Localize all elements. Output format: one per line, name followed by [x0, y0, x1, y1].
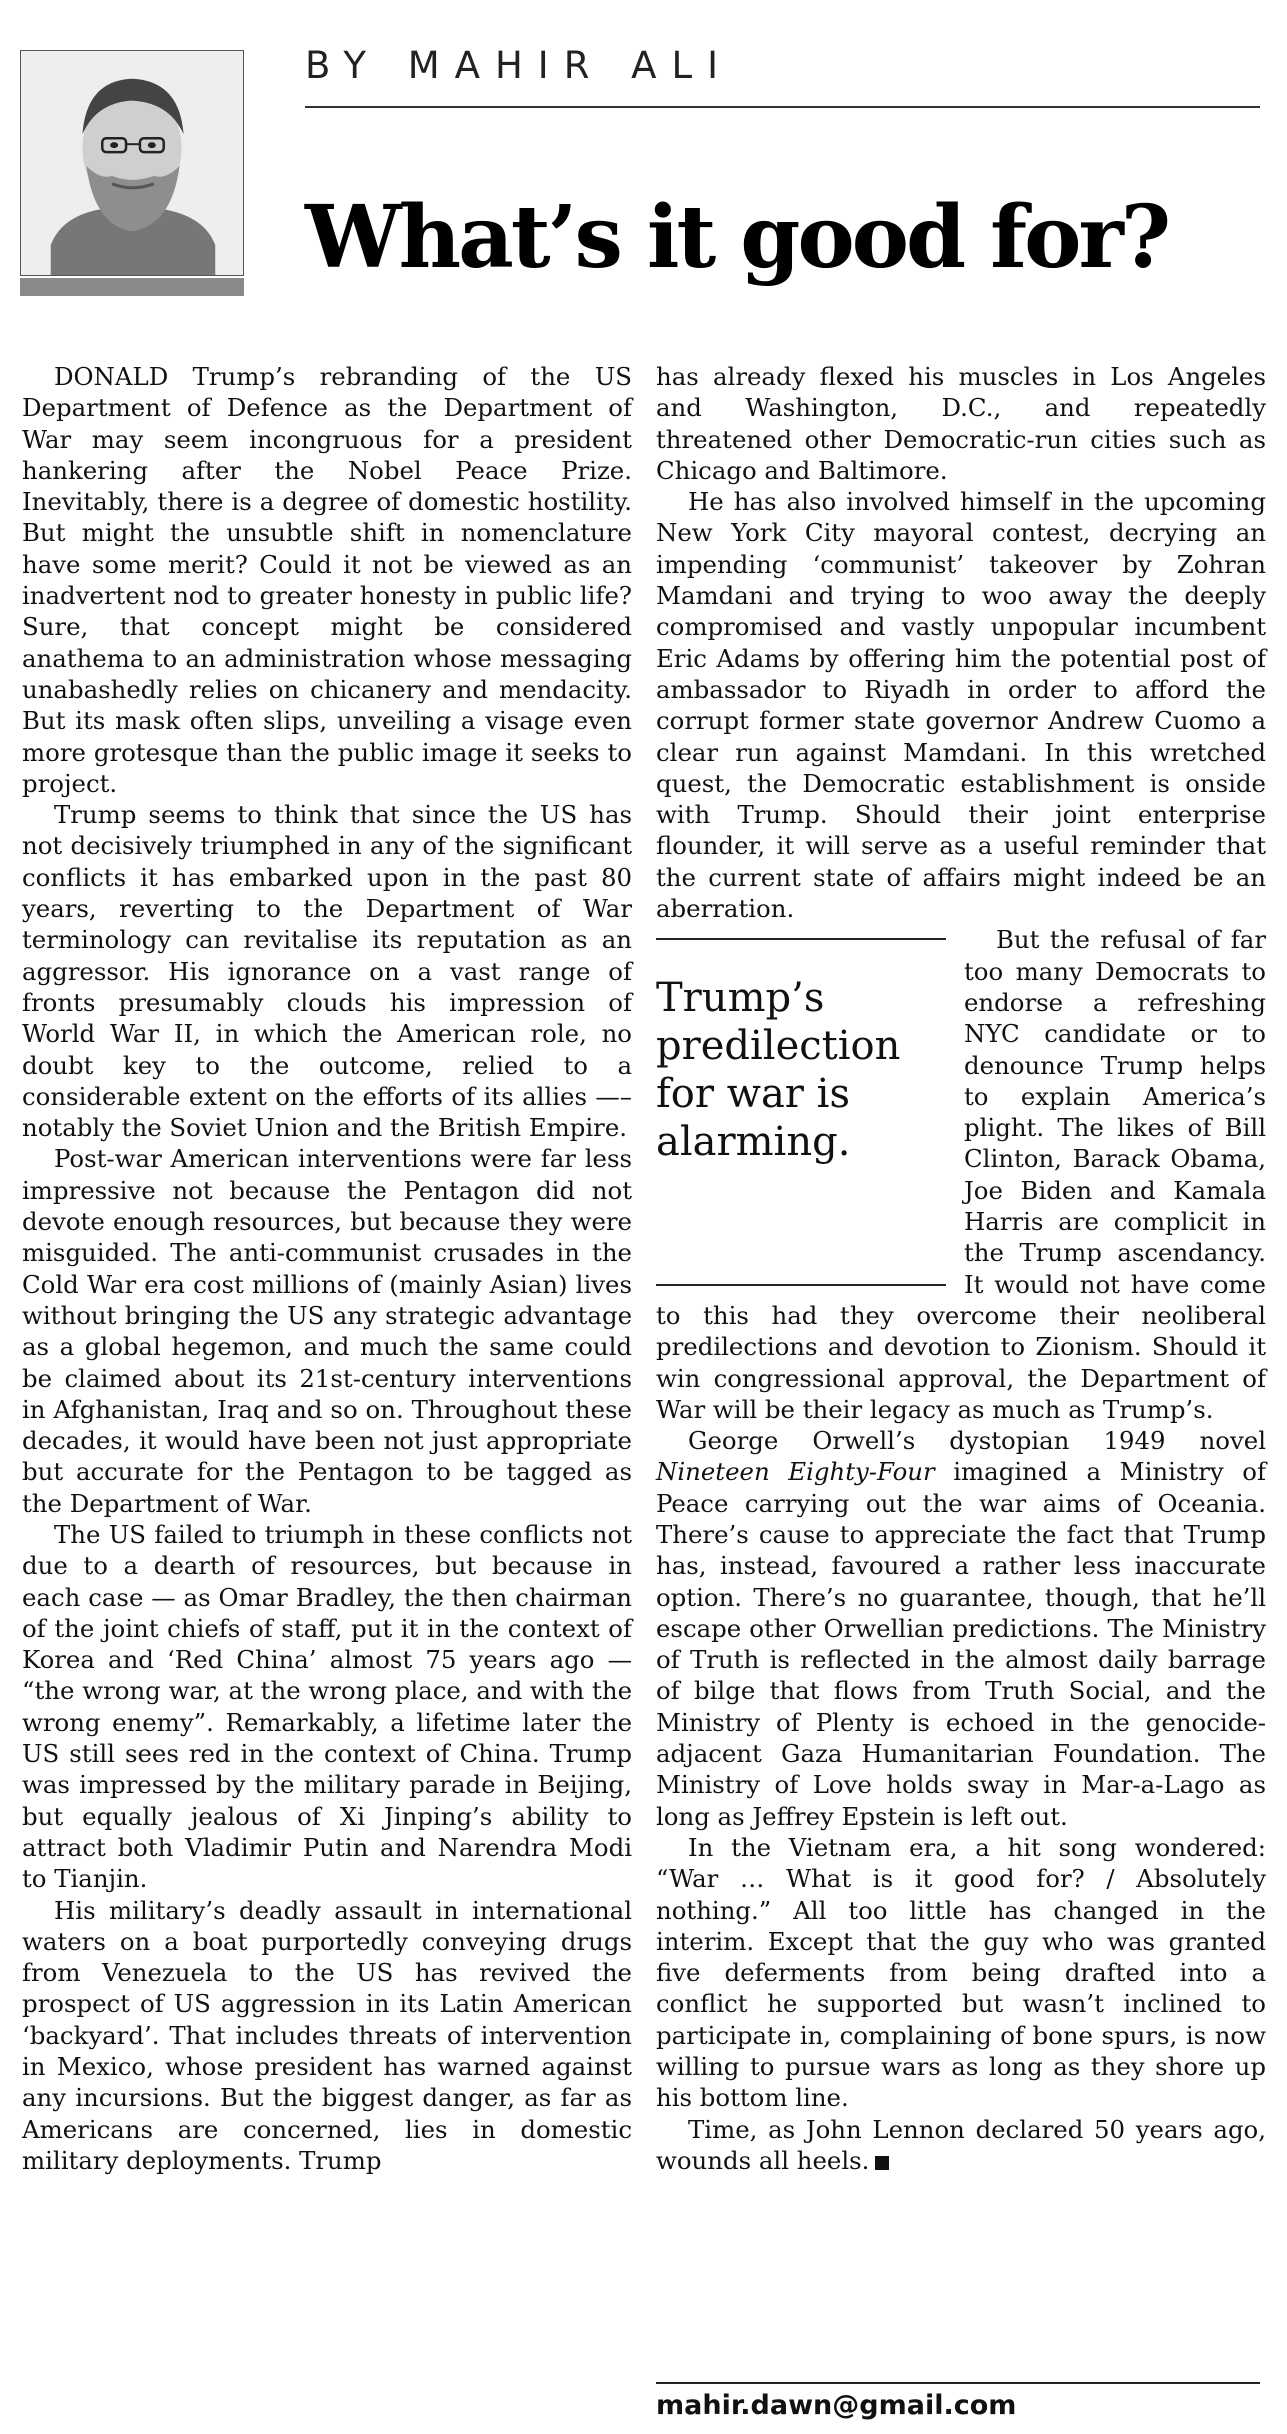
- headline: What’s it good for?: [305, 187, 1169, 288]
- article-paragraph: In the Vietnam era, a hit song wondered: “War … What is it good for? / Absolutely nothing.” All too little has changed in the interim. Except that the guy who was granted five deferments from being drafted into a conflict he supported but wasn’t inclined to participate in, complaining of bone spurs, is now willing to pursue wars as long as they shore up his bottom line.: [656, 1832, 1266, 2113]
- author-portrait-icon: [21, 51, 243, 275]
- article-column-right: [656, 361, 1266, 2176]
- article-paragraph: The US failed to triumph in these conflicts not due to a dearth of resources, but because in each case — as Omar Bradley, the then chairman of the joint chiefs of staff, put it in the context of Korea and ‘Red China’ almost 75 years ago — “the wrong war, at the wrong place, and with the wrong enemy”. Remarkably, a lifetime later the US still sees red in the context of China. Trump was impressed by the military parade in Beijing, but equally jealous of Xi Jinping’s ability to attract both Vladimir Putin and Narendra Modi to Tianjin.: [22, 1519, 632, 1894]
- article-text: George Orwell’s dystopian 1949 novel: [688, 1426, 1266, 1456]
- article-paragraph: [656, 1425, 1266, 1832]
- byline-rule: [305, 106, 1260, 108]
- article-paragraph: Trump seems to think that since the US has not decisively triumphed in any of the significant conflicts it has embarked upon in the past 80 years, reverting to the Department of War terminology can revitalise its reputation as an aggressor. His ignorance on a vast range of fronts presumably clouds his impression of World War II, in which the American role, no doubt key to the outcome, relied to a considerable extent on the efforts of its allies —– notably the Soviet Union and the British Empire.: [22, 800, 632, 1143]
- footer-rule: [656, 2382, 1260, 2384]
- end-mark-icon: [875, 2156, 889, 2170]
- article-paragraph: But the refusal of far too many Democrats to endorse a refreshing NYC candidate or to denounce Trump helps to explain America’s plight. The likes of Bill Clinton, Barack Obama, Joe Biden and Kamala Harris are complicit in the Trump ascendancy. It would not have come to this had they overcome their neoliberal predilections and devotion to Zionism. Should it win congressional approval, the Department of War will be their legacy as much as Trump’s.: [656, 925, 1266, 1424]
- author-portrait: [20, 50, 244, 276]
- article-paragraph: DONALD Trump’s rebranding of the US Department of Defence as the Department of War may seem incongruous for a president hankering after the Nobel Peace Prize. Inevitably, there is a degree of domestic hostility. But might the unsubtle shift in nomenclature have some merit? Could it not be viewed as an inadvertent nod to greater honesty in public life? Sure, that concept might be considered anathema to an administration whose messaging unabashedly relies on chicanery and mendacity. But its mask often slips, unveiling a visage even more grotesque than the public image it seeks to project.: [22, 362, 632, 798]
- book-title: Nineteen Eighty-Four: [656, 1457, 935, 1487]
- article-paragraph: His military’s deadly assault in international waters on a boat purportedly conveying drugs from Venezuela to the US has revived the prospect of US aggression in its Latin American ‘backyard’. That includes threats of intervention in Mexico, whose president has warned against any incursions. But the biggest danger, as far as Americans are concerned, lies in domestic military deployments. Trump: [22, 1895, 632, 2175]
- article-column-left: [22, 361, 632, 2176]
- byline: BY MAHIR ALI: [305, 44, 733, 87]
- article-paragraph: He has also involved himself in the upcoming New York City mayoral contest, decrying an impending ‘communist’ takeover by Zohran Mamdani and trying to woo away the deeply compromised and vastly unpopular incumbent Eric Adams by offering him the potential post of ambassador to Riyadh in order to afford the corrupt former state governor Andrew Cuomo a clear run against Mamdani. In this wretched quest, the Democratic establishment is onside with Trump. Should their joint enterprise flounder, it will serve as a useful reminder that the current state of affairs might indeed be an aberration.: [656, 487, 1266, 924]
- pull-quote: Trump’s predilection for war is alarming.: [656, 938, 946, 1286]
- article-text: Time, as John Lennon declared 50 years ago, wounds all heels.: [656, 2114, 1266, 2175]
- portrait-caption-bar: [20, 278, 244, 296]
- article-paragraph: Post-war American interventions were far less impressive not because the Pentagon did not devote enough resources, but because they were misguided. The anti-communist crusades in the Cold War era cost millions of (mainly Asian) lives without bringing the US any strategic advantage as a global hegemon, and much the same could be claimed about its 21st-century interventions in Afghanistan, Iraq and so on. Throughout these decades, it would have been not just appropriate but accurate for the Pentagon to be tagged as the Department of War.: [22, 1144, 632, 1518]
- article-text: imagined a Ministry of Peace carrying out the war aims of Oceania. There’s cause to appreciate the fact that Trump has, instead, favoured a rather less inaccurate option. There’s no guarantee, though, that he’ll escape other Orwellian predictions. The Ministry of Truth is reflected in the almost daily barrage of bilge that flows from Truth Social, and the Ministry of Plenty is echoed in the genocide-adjacent Gaza Humanitarian Foundation. The Ministry of Love holds sway in Mar-a-Lago as long as Jeffrey Epstein is left out.: [656, 1457, 1266, 1831]
- article-paragraph-continued: has already flexed his muscles in Los Angeles and Washington, D.C., and repeatedly threatened other Democratic-run cities such as Chicago and Baltimore.: [656, 362, 1266, 485]
- article-paragraph-final: [656, 2114, 1266, 2177]
- author-email[interactable]: mahir.dawn@gmail.com: [656, 2390, 1017, 2421]
